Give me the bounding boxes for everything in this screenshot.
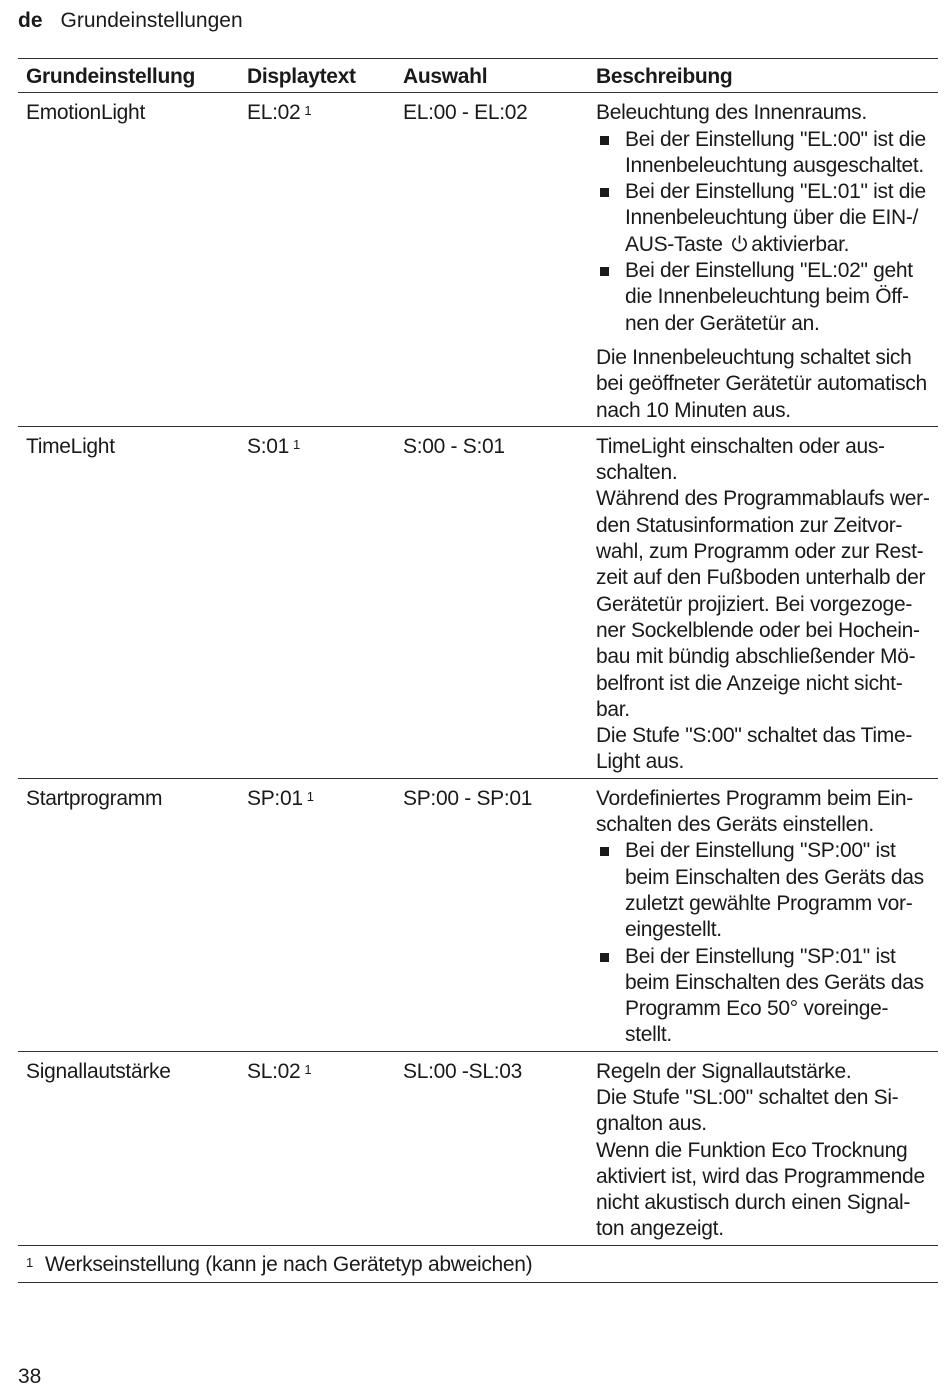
bullet-list: [596, 838, 930, 1048]
column-header-setting: Grundeinstellung: [18, 59, 239, 93]
setting-name: EmotionLight: [18, 93, 239, 427]
footnote-ref: 1: [293, 436, 300, 452]
bullet-item: Bei der Einstellung "EL:02" geht die Innenbeleuchtung beim Öff-nen der Gerätetür an.: [596, 258, 930, 337]
setting-name: TimeLight: [18, 426, 239, 778]
table-footnote: [18, 1250, 938, 1283]
display-value: SP:01: [247, 786, 303, 810]
page-number: 38: [18, 1365, 42, 1388]
power-icon: [730, 234, 749, 253]
description: [588, 778, 938, 1051]
description-line: TimeLight einschalten oder aus-schalten.: [596, 434, 885, 485]
description-line: Die Stufe "SL:00" schaltet den Si-gnalton aus.: [596, 1085, 899, 1136]
table-row: [18, 426, 938, 778]
display-text: [239, 778, 395, 1051]
footnote-ref: 1: [304, 1061, 312, 1077]
column-header-options: Auswahl: [395, 59, 588, 93]
column-header-display: Displaytext: [239, 59, 395, 93]
description: [588, 1051, 938, 1245]
description-line: Die Stufe "S:00" schaltet das Time-Light aus.: [596, 724, 913, 774]
table-row: [18, 778, 938, 1051]
footnote-ref: 1: [306, 788, 314, 804]
table-row: [18, 93, 938, 427]
table-header-row: [18, 59, 938, 93]
table-row: [18, 1051, 938, 1245]
description: [588, 93, 938, 427]
footnote-ref: 1: [304, 103, 312, 119]
description: [588, 426, 938, 778]
column-header-description: Beschreibung: [588, 59, 938, 93]
options-range: SP:00 - SP:01: [395, 778, 588, 1051]
page-header: [18, 6, 243, 36]
description-intro: Beleuchtung des Innenraums.: [596, 101, 867, 125]
settings-table: [18, 58, 938, 1246]
setting-name: Startprogramm: [18, 778, 239, 1051]
display-value: SL:02: [247, 1059, 301, 1083]
language-code: de: [18, 9, 43, 32]
options-range: S:00 - S:01: [395, 426, 588, 778]
description-note: Die Innenbeleuchtung schaltet sich bei geöffneter Gerätetür automatisch nach 10 Minuten aus.: [596, 345, 927, 422]
display-text: [239, 1051, 395, 1245]
display-value: S:01: [247, 434, 289, 458]
bullet-item: Bei der Einstellung "EL:00" ist die Innenbeleuchtung ausgeschaltet.: [596, 127, 930, 180]
setting-name: Signallautstärke: [18, 1051, 239, 1245]
display-text: [239, 426, 395, 778]
bullet-text-cont: aktivierbar.: [751, 232, 850, 256]
bullet-text: Bei der Einstellung "EL:01" ist die Innenbeleuchtung über die EIN-/ AUS-Taste: [625, 180, 926, 256]
description-line: Wenn die Funktion Eco Trocknung aktiviert ist, wird das Programmende nicht akustisch durch einen Signal-ton angezeigt.: [596, 1138, 925, 1241]
section-title: Grundeinstellungen: [60, 9, 243, 32]
display-text: [239, 93, 395, 427]
footnote-text: Werkseinstellung (kann je nach Gerätetyp abweichen): [44, 1253, 533, 1276]
bullet-list: [596, 127, 930, 337]
options-range: EL:00 - EL:02: [395, 93, 588, 427]
description-intro: Vordefiniertes Programm beim Ein-schalten des Geräts einstellen.: [596, 786, 913, 837]
bullet-item: Bei der Einstellung "SP:00" ist beim Einschalten des Geräts das zuletzt gewählte Programm vor-eingestellt.: [596, 838, 930, 943]
footnote-mark: 1: [26, 1255, 33, 1270]
description-line: Regeln der Signallautstärke.: [596, 1059, 852, 1083]
description-line: Während des Programmablaufs wer-den Statusinformation zur Zeitvor-wahl, zum Programm oder zur Rest-zeit auf den Fußboden unterhalb der Gerätetür projiziert. Bei vorgezoge-ner Sockelblende oder bei Hochein-bau mit bündig abschließender Mö-belfront ist die Anzeige nicht sicht-bar.: [596, 487, 930, 721]
bullet-item: Bei der Einstellung "SP:01" ist beim Einschalten des Geräts das Programm Eco 50° voreinge-stellt.: [596, 944, 930, 1049]
bullet-item: [596, 179, 930, 258]
display-value: EL:02: [247, 101, 301, 125]
options-range: SL:00 -SL:03: [395, 1051, 588, 1245]
